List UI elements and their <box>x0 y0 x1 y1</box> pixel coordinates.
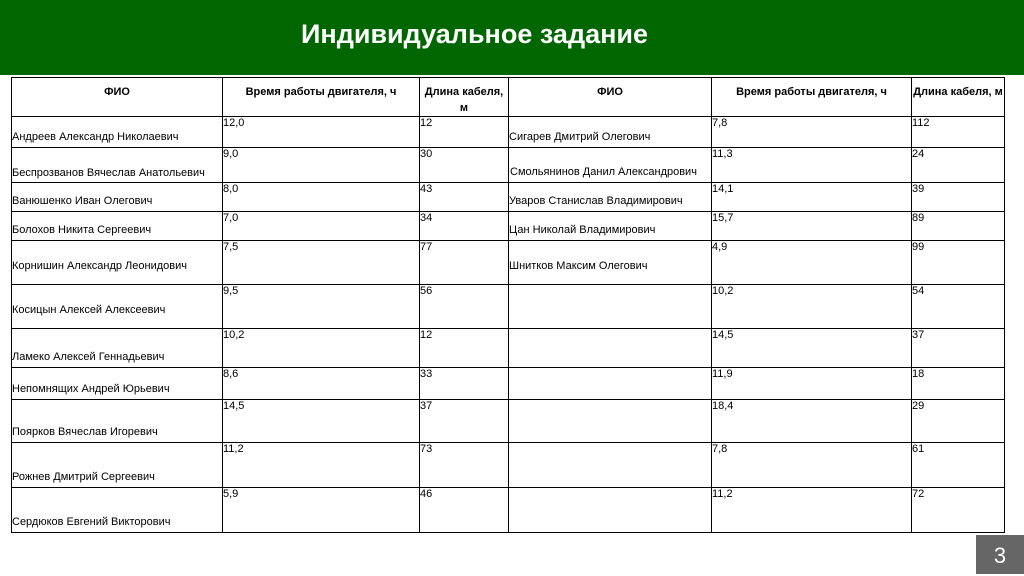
engine-time-value: 7,0 <box>223 212 420 241</box>
student-name-2: Уваров Станислав Владимирович <box>509 183 712 212</box>
student-name: Ламеко Алексей Геннадьевич <box>12 329 223 368</box>
student-name: Сердюков Евгений Викторович <box>12 488 223 533</box>
engine-time-value: 12,0 <box>223 117 420 148</box>
student-name: Беспрозванов Вячеслав Анатольевич <box>12 148 223 183</box>
engine-time-value-2: 10,2 <box>712 285 912 329</box>
engine-time-value: 14,5 <box>223 400 420 443</box>
column-header-engine-time-2: Время работы двигателя, ч <box>712 78 912 117</box>
cable-length-value: 46 <box>420 488 509 533</box>
cable-length-value-2: 89 <box>912 212 1005 241</box>
engine-time-value-2: 7,8 <box>712 117 912 148</box>
student-name-2: Шнитков Максим Олегович <box>509 241 712 285</box>
student-name-2 <box>509 400 712 443</box>
cable-length-value-2: 61 <box>912 443 1005 488</box>
student-name: Болохов Никита Сергеевич <box>12 212 223 241</box>
slide-title: Индивидуальное задание <box>301 19 649 49</box>
engine-time-value: 8,6 <box>223 368 420 400</box>
cable-length-value-2: 99 <box>912 241 1005 285</box>
engine-time-value: 7,5 <box>223 241 420 285</box>
cable-length-value: 37 <box>420 400 509 443</box>
table-row <box>12 400 1005 443</box>
cable-length-value: 56 <box>420 285 509 329</box>
cable-length-value: 12 <box>420 117 509 148</box>
cable-length-value-2: 18 <box>912 368 1005 400</box>
student-name: Андреев Александр Николаевич <box>12 117 223 148</box>
column-header-cable-length: Длина кабеля, м <box>420 78 509 117</box>
table-row <box>12 285 1005 329</box>
cable-length-value: 43 <box>420 183 509 212</box>
engine-time-value: 5,9 <box>223 488 420 533</box>
engine-time-value-2: 18,4 <box>712 400 912 443</box>
engine-time-value: 11,2 <box>223 443 420 488</box>
title-bar <box>0 0 1024 75</box>
table-row <box>12 241 1005 285</box>
table-row <box>12 443 1005 488</box>
engine-time-value-2: 11,3 <box>712 148 912 183</box>
assignment-table <box>11 77 1005 533</box>
engine-time-value-2: 4,9 <box>712 241 912 285</box>
student-name: Корнишин Александр Леонидович <box>12 241 223 285</box>
student-name: Поярков Вячеслав Игоревич <box>12 400 223 443</box>
engine-time-value: 9,0 <box>223 148 420 183</box>
cable-length-value-2: 24 <box>912 148 1005 183</box>
table-row <box>12 148 1005 183</box>
engine-time-value-2: 15,7 <box>712 212 912 241</box>
cable-length-value: 77 <box>420 241 509 285</box>
column-header-name: ФИО <box>12 78 223 117</box>
engine-time-value: 9,5 <box>223 285 420 329</box>
cable-length-value-2: 72 <box>912 488 1005 533</box>
table-row <box>12 488 1005 533</box>
engine-time-value-2: 11,2 <box>712 488 912 533</box>
engine-time-value: 8,0 <box>223 183 420 212</box>
student-name-2: Смольянинов Данил Александрович <box>509 148 712 183</box>
cable-length-value-2: 54 <box>912 285 1005 329</box>
engine-time-value-2: 11,9 <box>712 368 912 400</box>
cable-length-value: 12 <box>420 329 509 368</box>
cable-length-value-2: 29 <box>912 400 1005 443</box>
student-name-2 <box>509 329 712 368</box>
cable-length-value: 34 <box>420 212 509 241</box>
table-row <box>12 212 1005 241</box>
student-name-2 <box>509 368 712 400</box>
table-row <box>12 183 1005 212</box>
table-row <box>12 368 1005 400</box>
column-header-name-2: ФИО <box>509 78 712 117</box>
cable-length-value: 30 <box>420 148 509 183</box>
student-name-2: Цан Николай Владимирович <box>509 212 712 241</box>
cable-length-value-2: 37 <box>912 329 1005 368</box>
column-header-engine-time: Время работы двигателя, ч <box>223 78 420 117</box>
table-header-row <box>12 78 1005 117</box>
engine-time-value: 10,2 <box>223 329 420 368</box>
student-name-2: Сигарев Дмитрий Олегович <box>509 117 712 148</box>
cable-length-value: 73 <box>420 443 509 488</box>
student-name-2 <box>509 488 712 533</box>
student-name-2 <box>509 443 712 488</box>
student-name: Рожнев Дмитрий Сергеевич <box>12 443 223 488</box>
engine-time-value-2: 7,8 <box>712 443 912 488</box>
engine-time-value-2: 14,5 <box>712 329 912 368</box>
student-name: Косицын Алексей Алексеевич <box>12 285 223 329</box>
cable-length-value-2: 112 <box>912 117 1005 148</box>
table-row <box>12 117 1005 148</box>
engine-time-value-2: 14,1 <box>712 183 912 212</box>
table-row <box>12 329 1005 368</box>
column-header-cable-length-2: Длина кабеля, м <box>912 78 1005 117</box>
cable-length-value: 33 <box>420 368 509 400</box>
student-name: Непомнящих Андрей Юрьевич <box>12 368 223 400</box>
cable-length-value-2: 39 <box>912 183 1005 212</box>
student-name-2 <box>509 285 712 329</box>
page-number: 3 <box>976 535 1024 574</box>
student-name: Ванюшенко Иван Олегович <box>12 183 223 212</box>
